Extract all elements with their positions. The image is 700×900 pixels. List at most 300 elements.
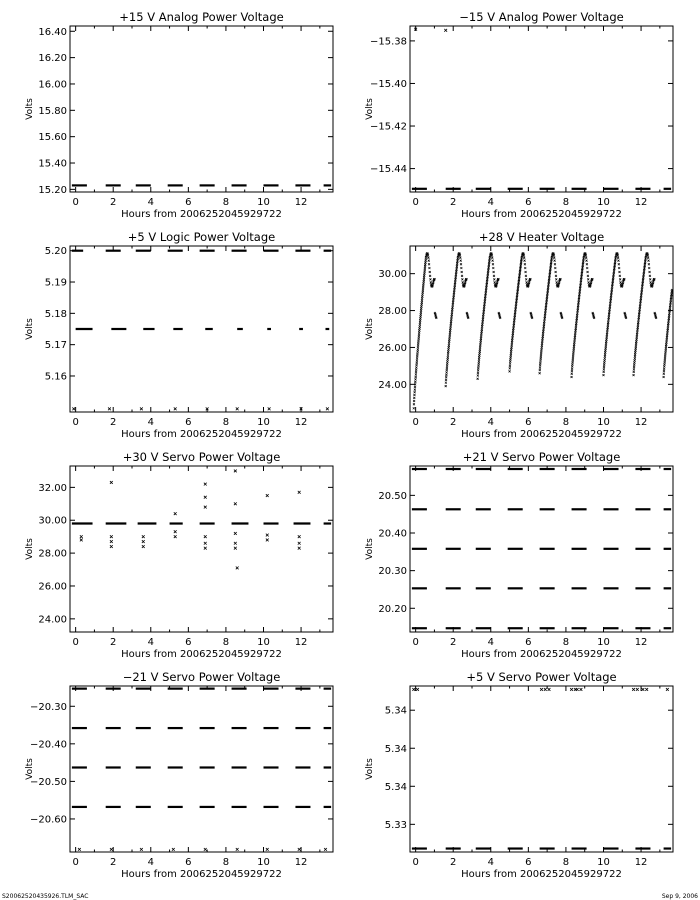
data-point [234, 470, 237, 473]
data-point [428, 260, 430, 262]
data-point [664, 353, 666, 355]
data-point [634, 355, 636, 357]
data-layer [412, 688, 671, 848]
data-point [445, 374, 447, 376]
data-point [421, 303, 423, 305]
data-point [603, 364, 605, 366]
data-point [420, 311, 422, 313]
x-tick-label: 6 [525, 197, 532, 208]
x-tick-label: 8 [222, 857, 230, 868]
y-tick-label: 20.30 [378, 566, 407, 578]
x-tick-label: 4 [147, 197, 154, 208]
x-tick-label: 10 [257, 637, 270, 648]
data-point [140, 407, 143, 410]
data-point [572, 361, 574, 363]
data-point [110, 540, 113, 543]
data-point [421, 294, 423, 296]
x-tick-label: 8 [562, 637, 570, 648]
x-tick-label: 4 [487, 637, 494, 648]
data-point [572, 355, 574, 357]
data-point [647, 257, 649, 259]
data-point [421, 296, 423, 298]
data-point [298, 848, 301, 851]
data-point [419, 327, 421, 329]
plot-frame [70, 466, 333, 632]
data-point [571, 370, 573, 372]
data-point [462, 281, 464, 283]
x-tick-label: 8 [222, 637, 230, 648]
data-point [422, 288, 424, 290]
y-axis-label: Volts [365, 98, 375, 120]
data-point [461, 275, 463, 277]
x-tick-label: 12 [294, 857, 308, 868]
data-point [573, 347, 575, 349]
data-point [509, 363, 511, 365]
data-point [449, 333, 451, 335]
data-point [479, 351, 481, 353]
data-point [414, 391, 416, 393]
y-axis-label: Volts [365, 758, 375, 780]
x-tick-label: 6 [185, 197, 192, 208]
y-tick-label: 26.00 [38, 581, 67, 593]
data-point [635, 346, 637, 348]
x-axis-label: Hours from 2006252045929722 [461, 429, 622, 440]
x-tick-label: 2 [110, 197, 117, 208]
data-point [417, 351, 419, 353]
y-tick-label: 5.16 [44, 371, 67, 383]
data-point [416, 362, 418, 364]
x-tick-label: 10 [597, 637, 610, 648]
x-tick-label: 8 [222, 197, 230, 208]
data-point [80, 539, 83, 542]
data-point [460, 263, 462, 265]
data-point [110, 848, 113, 851]
data-point [553, 257, 555, 259]
data-point [648, 267, 650, 269]
data-point [140, 848, 143, 851]
y-axis-label: Volts [25, 758, 35, 780]
data-point [493, 278, 495, 280]
x-tick-label: 12 [634, 197, 648, 208]
data-point [445, 379, 447, 381]
y-tick-label: −20.50 [29, 776, 67, 788]
data-point [539, 367, 541, 369]
data-point [422, 292, 424, 294]
y-tick-label: 24.00 [378, 379, 407, 391]
y-axis-label: Volts [365, 318, 375, 340]
data-point [634, 352, 636, 354]
data-point [604, 352, 606, 354]
y-tick-label: 20.40 [378, 528, 407, 540]
data-point [645, 688, 648, 691]
data-point [415, 376, 417, 378]
data-point [642, 688, 645, 691]
data-point [448, 341, 450, 343]
data-point [619, 275, 621, 277]
data-point [633, 374, 635, 376]
data-point [423, 282, 425, 284]
x-tick-label: 6 [185, 857, 192, 868]
data-point [525, 271, 527, 273]
data-point [429, 275, 431, 277]
x-tick-label: 2 [110, 417, 117, 428]
data-point [539, 362, 541, 364]
y-tick-label: 5.34 [384, 781, 407, 793]
data-point [419, 323, 421, 325]
data-point [633, 362, 635, 364]
data-point [326, 407, 329, 410]
y-tick-label: 5.34 [384, 705, 407, 717]
data-point [509, 360, 511, 362]
data-point [266, 848, 269, 851]
data-point [298, 535, 301, 538]
data-point [298, 547, 301, 550]
data-point [478, 361, 480, 363]
y-tick-label: −15.40 [369, 78, 407, 90]
x-tick-label: 8 [562, 197, 570, 208]
data-point [604, 357, 606, 359]
data-point [602, 374, 604, 376]
data-point [447, 352, 449, 354]
x-tick-label: 0 [412, 197, 419, 208]
x-axis-label: Hours from 2006252045929722 [461, 869, 622, 880]
data-point [423, 275, 425, 277]
x-tick-label: 2 [450, 857, 457, 868]
data-point [649, 271, 651, 273]
data-point [420, 315, 422, 317]
data-point [418, 330, 420, 332]
data-point [416, 357, 418, 359]
data-point [142, 540, 145, 543]
data-point [650, 281, 652, 283]
data-point [413, 394, 415, 396]
x-tick-label: 12 [294, 197, 308, 208]
data-point [587, 271, 589, 273]
data-layer [412, 469, 671, 628]
chart-panel-5 [25, 450, 333, 660]
data-point [142, 535, 145, 538]
data-point [477, 375, 479, 377]
data-point [419, 317, 421, 319]
y-tick-label: 28.00 [378, 306, 407, 318]
data-point [509, 370, 511, 372]
x-tick-label: 0 [72, 637, 79, 648]
data-point [421, 300, 423, 302]
data-point [526, 281, 528, 283]
data-point [571, 376, 573, 378]
x-axis-label: Hours from 2006252045929722 [461, 649, 622, 660]
y-tick-label: 15.60 [38, 132, 67, 144]
y-tick-label: −20.30 [29, 701, 67, 713]
data-point [110, 481, 113, 484]
data-point [236, 567, 239, 570]
y-tick-label: 5.34 [384, 743, 407, 755]
data-point [539, 360, 541, 362]
x-tick-label: 12 [294, 417, 308, 428]
y-tick-label: −20.40 [29, 739, 67, 751]
data-point [110, 545, 113, 548]
data-point [447, 356, 449, 358]
data-point [174, 407, 177, 410]
y-axis-label: Volts [25, 538, 35, 560]
footer-date: Sep 9, 2006 [661, 893, 698, 900]
data-point [524, 260, 526, 262]
data-point [477, 369, 479, 371]
data-point [524, 267, 526, 269]
y-tick-label: 30.00 [378, 269, 407, 281]
y-tick-label: 16.40 [38, 26, 67, 38]
data-point [548, 688, 551, 691]
y-tick-label: 5.18 [44, 308, 67, 320]
x-tick-label: 6 [185, 637, 192, 648]
data-point [523, 257, 525, 259]
data-point [423, 277, 425, 279]
x-tick-label: 4 [147, 637, 154, 648]
plot-frame [410, 26, 673, 192]
data-point [414, 381, 416, 383]
data-point [556, 281, 558, 283]
data-point [510, 350, 512, 352]
data-point [416, 355, 418, 357]
data-point [446, 365, 448, 367]
data-point [422, 284, 424, 286]
data-point [477, 367, 479, 369]
data-point [429, 278, 431, 280]
data-point [427, 257, 429, 259]
data-point [554, 260, 556, 262]
data-point [423, 280, 425, 282]
x-tick-label: 10 [597, 197, 610, 208]
data-point [634, 353, 636, 355]
data-point [418, 336, 420, 338]
data-point [605, 346, 607, 348]
data-point [418, 332, 420, 334]
data-point [266, 539, 269, 542]
data-point [78, 848, 81, 851]
data-point [424, 271, 426, 273]
data-point [421, 301, 423, 303]
x-tick-label: 10 [257, 417, 270, 428]
x-tick-label: 0 [412, 637, 419, 648]
x-tick-label: 2 [450, 637, 457, 648]
data-point [236, 848, 239, 851]
data-point [445, 376, 447, 378]
data-point [298, 491, 301, 494]
x-tick-label: 6 [525, 637, 532, 648]
x-tick-label: 4 [147, 417, 154, 428]
data-point [618, 263, 620, 265]
data-point [540, 356, 542, 358]
x-tick-label: 0 [412, 417, 419, 428]
chart-panel-4 [365, 230, 673, 440]
chart-panel-3 [25, 230, 333, 440]
data-point [617, 260, 619, 262]
data-point [571, 373, 573, 375]
data-point [446, 363, 448, 365]
data-point [636, 688, 639, 691]
data-point [420, 309, 422, 311]
y-tick-label: −15.38 [369, 36, 407, 48]
data-point [540, 354, 542, 356]
x-axis-label: Hours from 2006252045929722 [121, 429, 282, 440]
plot-frame [70, 26, 333, 192]
data-point [447, 348, 449, 350]
chart-panel-1 [25, 10, 333, 220]
data-point [448, 339, 450, 341]
y-tick-label: −20.60 [29, 814, 67, 826]
data-point [571, 365, 573, 367]
data-point [413, 407, 415, 409]
data-point [576, 688, 579, 691]
data-point [525, 278, 527, 280]
data-point [573, 345, 575, 347]
data-point [604, 359, 606, 361]
data-point [236, 407, 239, 410]
data-point [618, 271, 620, 273]
data-point [544, 688, 547, 691]
data-point [413, 400, 415, 402]
data-point [420, 305, 422, 307]
chart-panel-2 [365, 10, 673, 220]
x-tick-label: 4 [487, 197, 494, 208]
x-tick-label: 6 [525, 417, 532, 428]
data-point [420, 313, 422, 315]
data-point [510, 356, 512, 358]
data-point [633, 371, 635, 373]
x-tick-label: 0 [412, 857, 419, 868]
data-point [416, 688, 419, 691]
x-tick-label: 2 [110, 857, 117, 868]
data-point [618, 267, 620, 269]
y-tick-label: 16.20 [38, 53, 67, 65]
data-point [460, 260, 462, 262]
data-point [412, 688, 415, 691]
data-point [603, 366, 605, 368]
data-point [509, 358, 511, 360]
data-point [664, 359, 666, 361]
y-tick-label: 15.20 [38, 184, 67, 196]
plot-frame [410, 686, 673, 852]
data-point [619, 278, 621, 280]
data-point [478, 363, 480, 365]
data-point [419, 321, 421, 323]
data-point [663, 373, 665, 375]
data-point [541, 346, 543, 348]
data-point [416, 360, 418, 362]
data-point [664, 361, 666, 363]
data-point [620, 281, 622, 283]
x-axis-label: Hours from 2006252045929722 [121, 209, 282, 220]
data-point [424, 267, 426, 269]
data-point [633, 366, 635, 368]
data-point [477, 372, 479, 374]
data-point [572, 359, 574, 361]
data-layer [413, 252, 673, 409]
data-point [633, 368, 635, 370]
data-point [425, 258, 427, 260]
data-point [419, 319, 421, 321]
data-point [570, 688, 573, 691]
x-tick-label: 12 [634, 637, 648, 648]
data-point [617, 257, 619, 259]
x-tick-label: 12 [294, 637, 308, 648]
data-point [424, 269, 426, 271]
data-point [492, 263, 494, 265]
y-tick-label: 5.17 [44, 340, 67, 352]
data-point [424, 263, 426, 265]
x-tick-label: 10 [257, 857, 270, 868]
data-point [447, 350, 449, 352]
data-point [478, 359, 480, 361]
data-point [266, 494, 269, 497]
x-tick-label: 2 [110, 637, 117, 648]
y-tick-label: 26.00 [378, 342, 407, 354]
data-point [666, 688, 669, 691]
data-point [554, 263, 556, 265]
y-tick-label: 28.00 [38, 548, 67, 560]
data-point [479, 345, 481, 347]
data-point [204, 506, 207, 509]
data-point [525, 275, 527, 277]
data-point [479, 353, 481, 355]
data-point [444, 29, 447, 32]
x-tick-label: 4 [147, 857, 154, 868]
plot-frame [70, 686, 333, 852]
data-point [415, 366, 417, 368]
data-point [172, 848, 175, 851]
data-point [580, 688, 583, 691]
y-tick-label: 5.33 [384, 819, 407, 831]
data-point [424, 262, 426, 264]
data-point [649, 278, 651, 280]
data-point [492, 260, 494, 262]
chart-panel-6 [365, 450, 673, 660]
data-point [234, 547, 237, 550]
data-point [586, 260, 588, 262]
data-point [461, 278, 463, 280]
data-point [509, 365, 511, 367]
data-point [204, 848, 207, 851]
x-tick-label: 0 [72, 417, 79, 428]
y-tick-label: 20.20 [378, 603, 407, 615]
data-point [459, 257, 461, 259]
data-point [477, 378, 479, 380]
data-point [494, 281, 496, 283]
data-point [430, 281, 432, 283]
data-point [571, 368, 573, 370]
data-point [664, 355, 666, 357]
data-point [423, 273, 425, 275]
chart-title: −21 V Servo Power Voltage [122, 670, 281, 684]
data-point [603, 362, 605, 364]
data-point [418, 334, 420, 336]
data-point [510, 349, 512, 351]
plot-frame [410, 246, 673, 412]
x-tick-label: 2 [450, 417, 457, 428]
data-layer [72, 470, 331, 570]
data-point [648, 260, 650, 262]
data-point [479, 349, 481, 351]
chart-panel-7 [25, 670, 333, 880]
chart-title: +15 V Analog Power Voltage [119, 10, 284, 24]
x-tick-label: 2 [450, 197, 457, 208]
data-point [429, 271, 431, 273]
data-point [663, 376, 665, 378]
data-point [204, 496, 207, 499]
data-point [423, 278, 425, 280]
data-point [491, 257, 493, 259]
data-point [108, 407, 111, 410]
